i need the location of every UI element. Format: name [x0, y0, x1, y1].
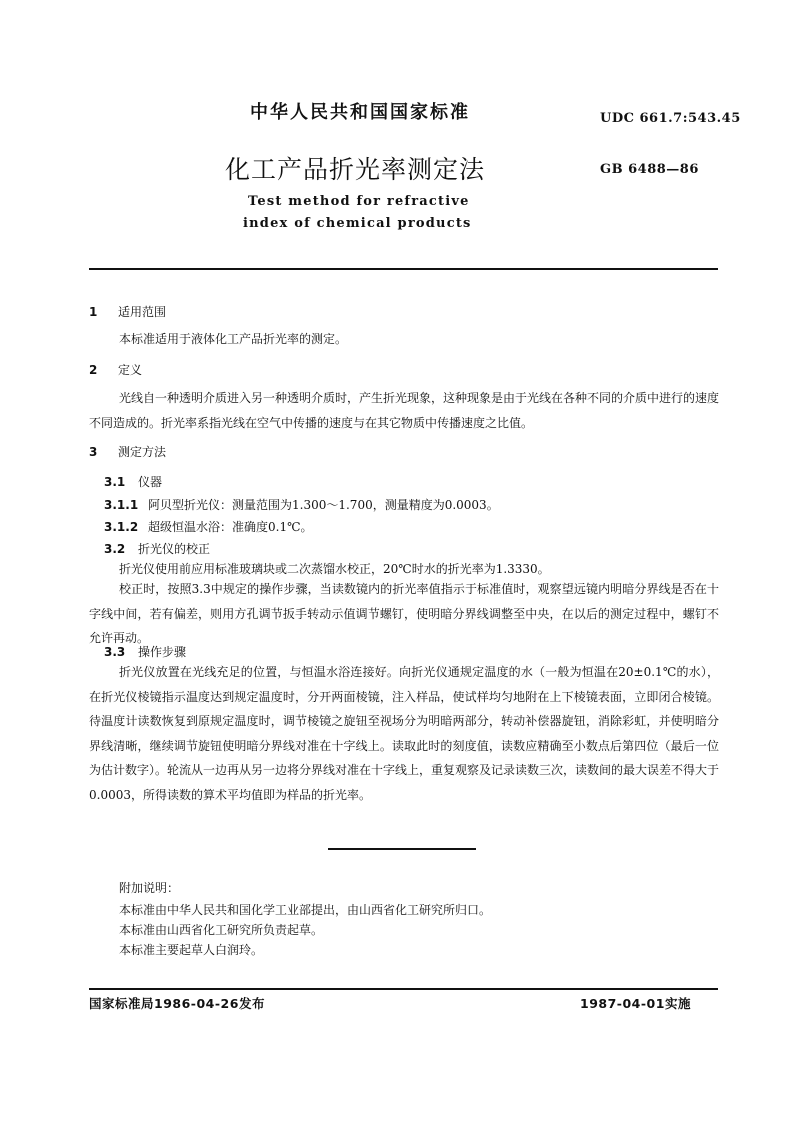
- section-3-title: 测定方法: [118, 445, 167, 459]
- section-3-2-title: 折光仪的校正: [138, 542, 211, 556]
- section-1-title: 适用范围: [118, 305, 167, 319]
- standard-type: 中华人民共和国国家标准: [250, 102, 470, 123]
- effective-date: 1987-04-01实施: [580, 996, 691, 1011]
- section-3-1-1-text: 阿贝型折光仪：测量范围为1.300～1.700，测量精度为0.0003。: [148, 498, 499, 512]
- section-1-number: 1: [89, 305, 98, 319]
- header-rule: [89, 268, 718, 270]
- section-2-number: 2: [89, 363, 98, 377]
- section-3-1-number: 3.1: [104, 475, 126, 489]
- issue-date: 国家标准局1986-04-26发布: [89, 996, 265, 1011]
- section-3-1-title: 仪器: [138, 475, 163, 489]
- title-en-line-2: index of chemical products: [243, 216, 472, 231]
- footer-rule: [89, 988, 718, 990]
- title-cn: 化工产品折光率测定法: [225, 155, 486, 184]
- title-en-line-1: Test method for refractive: [248, 194, 470, 209]
- section-2-text: 光线自一种透明介质进入另一种透明介质时，产生折光现象，这种现象是由于光线在各种不同的介质中进行的速度不同造成的。折光率系指光线在空气中传播的速度与在其它物质中传播速度之比值。: [89, 391, 720, 430]
- notes-line-2: 本标准由山西省化工研究所负责起草。: [119, 923, 324, 937]
- section-3-2-paragraph-1: 折光仪使用前应用标准玻璃块或二次蒸馏水校正，20℃时水的折光率为1.3330。: [119, 562, 550, 576]
- notes-line-3: 本标准主要起草人白润玲。: [119, 943, 264, 957]
- section-3-1-1-number: 3.1.1: [104, 498, 139, 512]
- section-3-1-2-number: 3.1.2: [104, 520, 139, 534]
- section-3-2-number: 3.2: [104, 542, 126, 556]
- notes-title: 附加说明：: [119, 881, 180, 895]
- section-1-text: 本标准适用于液体化工产品折光率的测定。: [119, 332, 348, 346]
- section-3-3-paragraph-1: 折光仪放置在光线充足的位置，与恒温水浴连接好。向折光仪通规定温度的水（一般为恒温在20±0.1℃的水），在折光仪棱镜指示温度达到规定温度时，分开两面棱镜，注入样品，使试样均匀地附在上下棱镜表面，立即闭合棱镜。待温度计读数恢复到原规定温度时，调节棱镜之旋钮至视场分为明暗两部分，转动补偿器旋钮，消除彩虹，并使明暗分界线清晰，继续调节旋钮使明暗分界线对准在十字线上。读取此时的刻度值，读数应精确至小数点后第四位（最后一位为估计数字）。轮流从一边再从另一边将分界线对准在十字线上，重复观察及记录读数三次，读数间的最大误差不得大于0.0003，所得读数的算术平均值即为样品的折光率。: [89, 665, 720, 802]
- section-2-title: 定义: [118, 363, 143, 377]
- section-3-1-2-text: 超级恒温水浴：准确度0.1℃。: [148, 520, 313, 534]
- section-3-2-paragraph-2: 校正时，按照3.3中规定的操作步骤，当读数镜内的折光率值指示于标准值时，观察望远镜内明暗分界线是否在十字线中间，若有偏差，则用方孔调节扳手转动示值调节螺钉，使明暗分界线调整至中央，在以后的测定过程中，螺钉不允许再动。: [89, 582, 719, 645]
- gb-code: GB 6488—86: [600, 162, 699, 177]
- section-3-number: 3: [89, 445, 98, 459]
- section-3-3-title: 操作步骤: [138, 645, 187, 659]
- end-of-text-rule: [328, 848, 476, 850]
- notes-line-1: 本标准由中华人民共和国化学工业部提出，由山西省化工研究所归口。: [119, 903, 492, 917]
- section-3-3-number: 3.3: [104, 645, 126, 659]
- udc-code: UDC 661.7:543.45: [600, 111, 741, 126]
